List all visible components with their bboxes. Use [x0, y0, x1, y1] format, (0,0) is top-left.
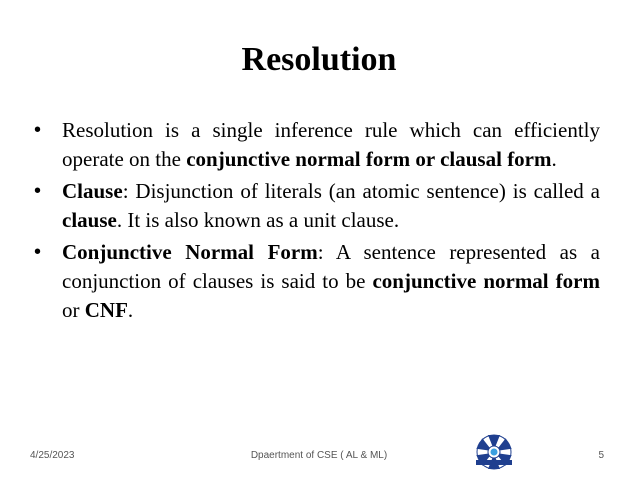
bullet-marker: • [34, 241, 42, 263]
footer-date: 4/25/2023 [30, 450, 75, 461]
bullet-list [34, 116, 600, 328]
bullet-item [34, 238, 600, 325]
bullet-marker: • [34, 119, 42, 141]
bullet-text: Clause: Disjunction of literals (an atomic sentence) is called a clause. It is also known as a unit clause. [62, 179, 600, 232]
footer-page-number: 5 [598, 450, 604, 461]
bullet-text: Conjunctive Normal Form: A sentence represented as a conjunction of clauses is said to be conjunctive normal form or CNF. [62, 240, 600, 322]
slide-title: Resolution [241, 41, 397, 78]
college-emblem-icon [472, 432, 516, 472]
bullet-marker: • [34, 180, 42, 202]
bullet-item [34, 116, 600, 174]
bullet-text: Resolution is a single inference rule which can efficiently operate on the conjunctive normal form or clausal form. [62, 118, 600, 171]
bullet-item [34, 177, 600, 235]
footer-department: Dpaertment of CSE ( AL & ML) [250, 450, 388, 461]
